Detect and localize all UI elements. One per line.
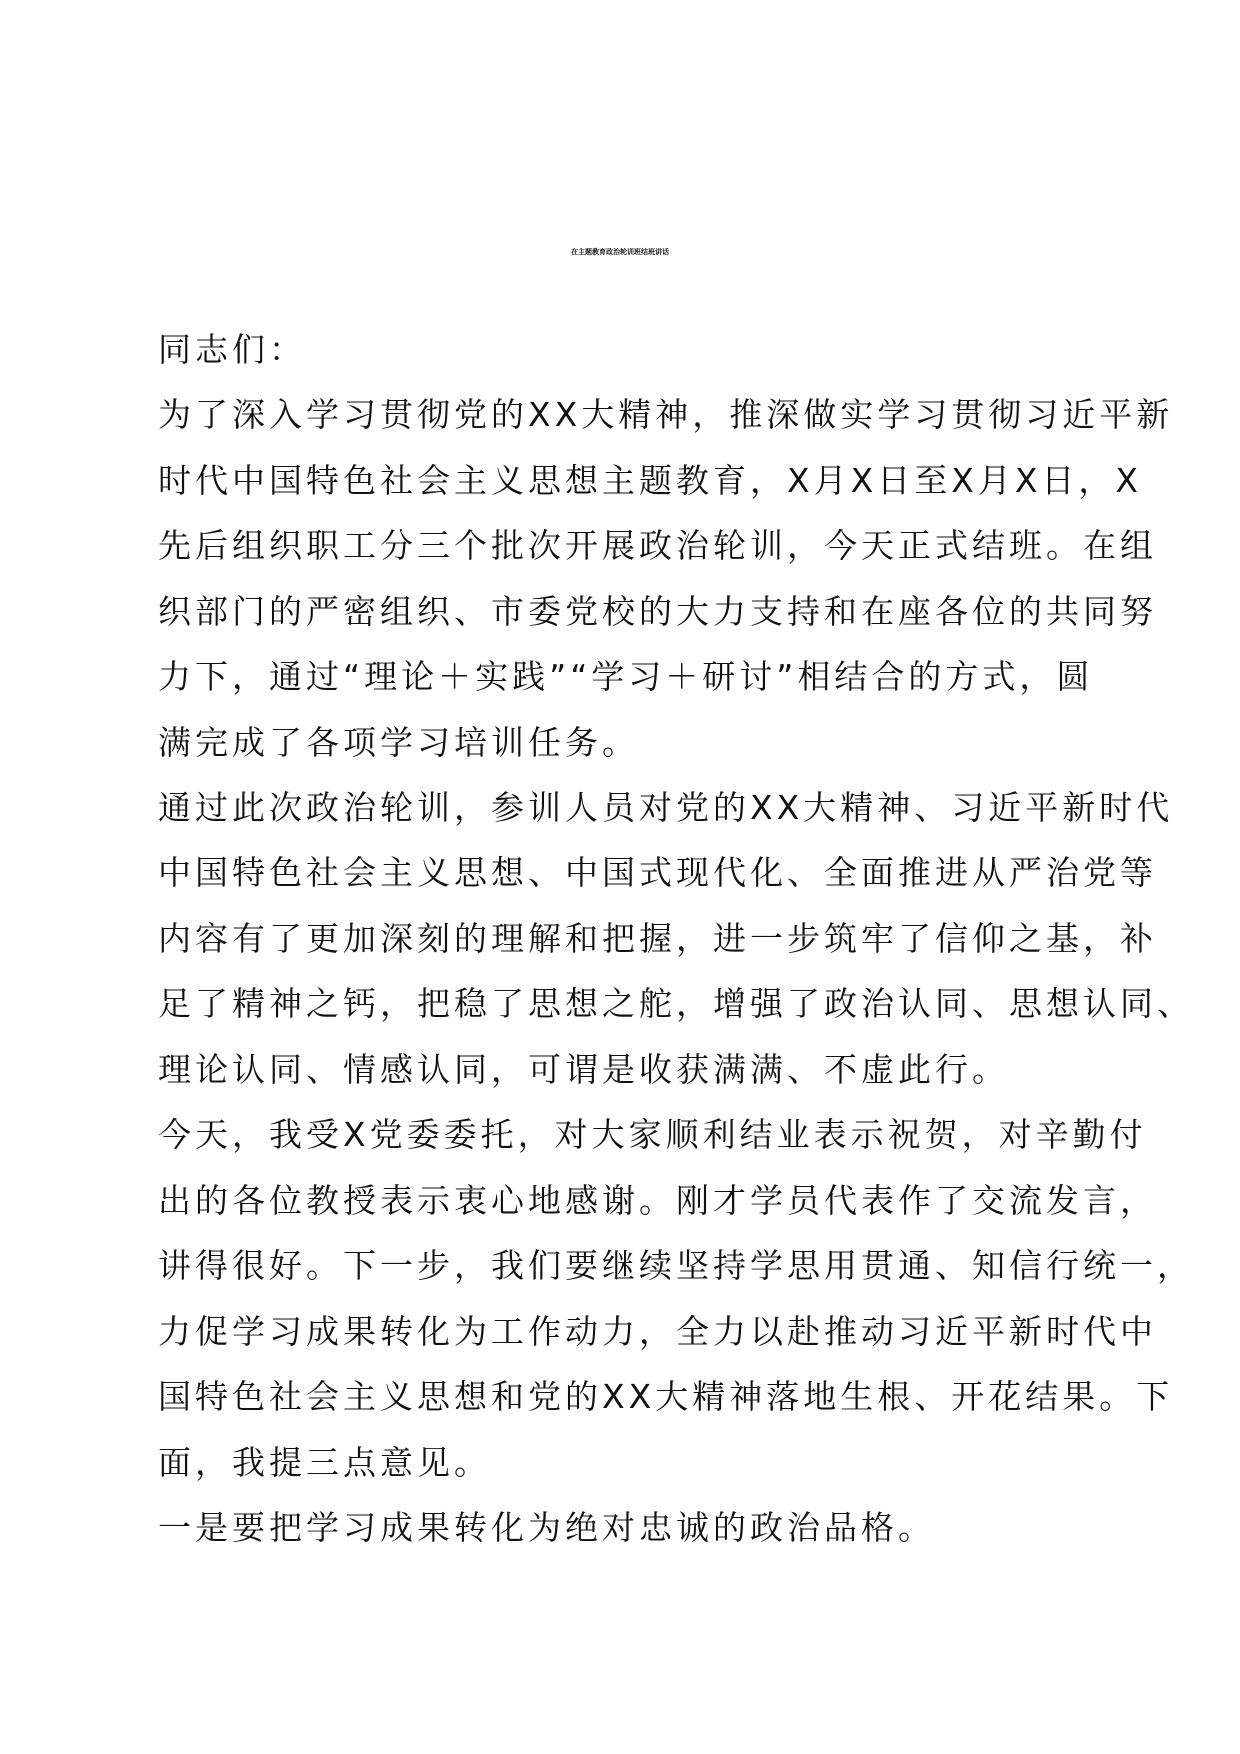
document-title: 在主题教育政治轮训班结班讲话: [571, 247, 669, 256]
paragraph-2-line-3: 内容有了更加深刻的理解和把握，进一步筑牢了信仰之基，补: [158, 919, 1157, 958]
paragraph-3-line-5: 国特色社会主义思想和党的XX大精神落地生根、开花结果。下: [158, 1377, 1174, 1416]
paragraph-2-line-1: 通过此次政治轮训，参训人员对党的XX大精神、习近平新时代: [158, 788, 1174, 827]
paragraph-1-line-3: 先后组织职工分三个批次开展政治轮训，今天正式结班。在组: [158, 526, 1157, 565]
paragraph-1-line-6: 满完成了各项学习培训任务。: [158, 723, 639, 762]
paragraph-3-line-3: 讲得很好。下一步，我们要继续坚持学思用贯通、知信行统一，: [158, 1246, 1194, 1285]
paragraph-2-line-5: 理论认同、情感认同，可谓是收获满满、不虚此行。: [158, 1050, 1009, 1089]
paragraph-3-line-4: 力促学习成果转化为工作动力，全力以赴推动习近平新时代中: [158, 1312, 1157, 1351]
paragraph-1-line-1: 为了深入学习贯彻党的XX大精神，推深做实学习贯彻习近平新: [158, 395, 1174, 434]
paragraph-1-line-5: 力下，通过“理论＋实践”“学习＋研讨”相结合的方式，圆: [158, 657, 1094, 696]
paragraph-3-line-1: 今天，我受X党委委托，对大家顺利结业表示祝贺，对辛勤付: [158, 1115, 1147, 1154]
paragraph-2-line-4: 足了精神之钙，把稳了思想之舵，增强了政治认同、思想认同、: [158, 984, 1194, 1023]
paragraph-3-line-2: 出的各位教授表示衷心地感谢。刚才学员代表作了交流发言，: [158, 1181, 1157, 1220]
paragraph-2-line-2: 中国特色社会主义思想、中国式现代化、全面推进从严治党等: [158, 853, 1157, 892]
paragraph-1-line-4: 织部门的严密组织、市委党校的大力支持和在座各位的共同努: [158, 592, 1157, 631]
greeting-line: 同志们：: [158, 330, 306, 369]
paragraph-1-line-2: 时代中国特色社会主义思想主题教育，X月X日至X月X日，X: [158, 461, 1143, 500]
point-1-heading: 一是要把学习成果转化为绝对忠诚的政治品格。: [158, 1508, 935, 1547]
paragraph-3-line-6: 面，我提三点意见。: [158, 1443, 491, 1482]
